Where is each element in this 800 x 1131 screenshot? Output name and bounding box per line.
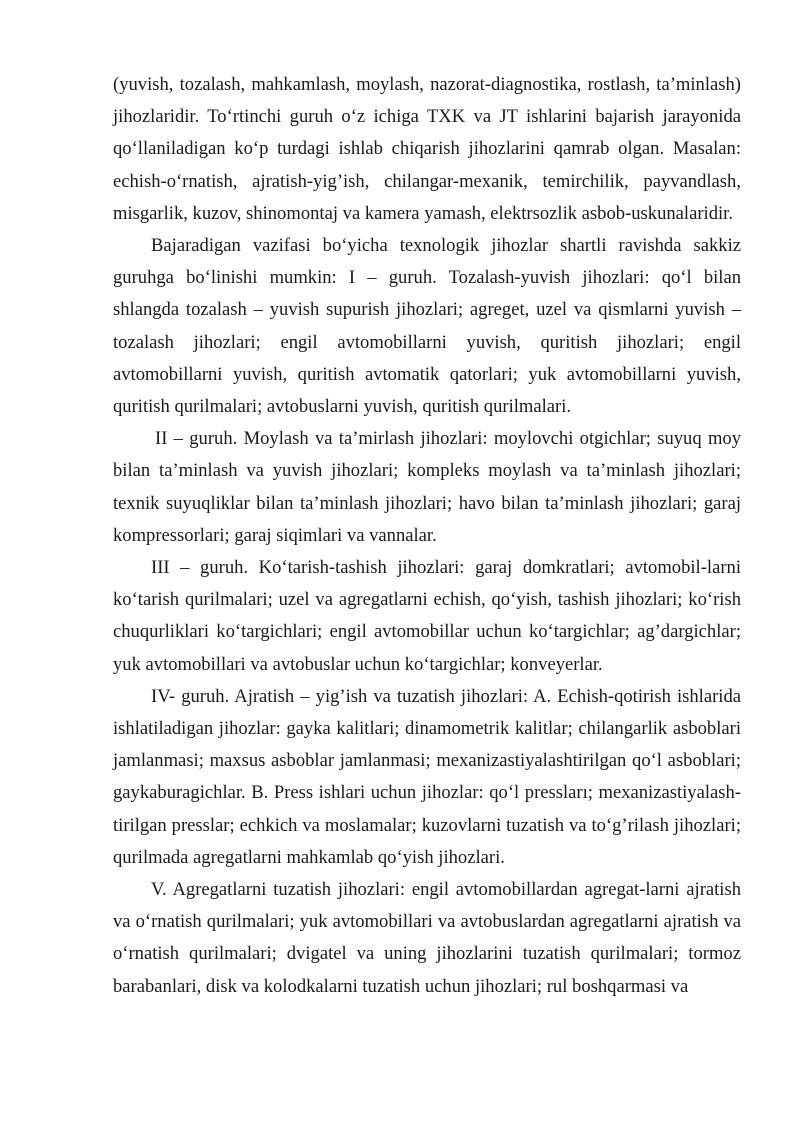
paragraph-continuation: (yuvish, tozalash, mahkamlash, moylash, nazorat-diagnostika, rostlash, ta’minlash) jihozlaridir. To‘rtinchi guruh o‘z ichiga TXK va JT ishlarini bajarish jarayonida qo‘llaniladigan ko‘p turdagi ishlab chiqarish jihozlarini qamrab olgan. Masalan: echish-o‘rnatish, ajratish-yig’ish, chilangar-mexanik, temirchilik, payvandlash, misgarlik, kuzov, shinomontaj va kamera yamash, elektrsozlik asbob-uskunalaridir. [113, 74, 741, 224]
document-page [113, 69, 741, 1003]
paragraph-group-4: IV- guruh. Ajratish – yig’ish va tuzatish jihozlari: A. Echish-qotirish ishlarida ishlatiladigan jihozlar: gayka kalitlari; dinamometrik kalitlar; chilangarlik asboblari jamlanmasi; maxsus asboblar jamlanmasi; mexanizastiyalashtirilgan qo‘l asboblari; gaykaburagichlar. B. Press ishlari uchun jihozlar: qo‘l pressları; mexanizastiyalash-tirilgan presslar; echkich va moslamalar; kuzovlarni tuzatish va to‘g’rilash jihozlari; qurilmada agregatlarni mahkamlab qo‘yish jihozlari. [113, 685, 741, 868]
paragraph-classification-intro: Bajaradigan vazifasi bo‘yicha texnologik jihozlar shartli ravishda sakkiz guruhga bo‘linishi mumkin: I – guruh. Tozalash-yuvish jihozlari: qo‘l bilan shlangda tozalash – yuvish supurish jihozlari; agreget, uzel va qismlarni yuvish – tozalash jihozlari; engil avtomobillarni yuvish, quritish jihozlari; engil avtomobillarni yuvish, quritish avtomatik qatorlari; yuk avtomobillarni yuvish, quritish qurilmalari; avtobuslarni yuvish, quritish qurilmalari. [113, 235, 741, 418]
paragraph-group-3: III – guruh. Ko‘tarish-tashish jihozlari: garaj domkratlari; avtomobil-larni ko‘tarish qurilmalari; uzel va agregatlarni echish, qo‘yish, tashish jihozlari; ko‘rish chuqurliklari ko‘targichlari; engil avtomobillar uchun ko‘targichlar; ag’dargichlar; yuk avtomobillari va avtobuslar uchun ko‘targichlar; konveyerlar. [113, 557, 741, 675]
paragraph-group-5: V. Agregatlarni tuzatish jihozlari: engil avtomobillardan agregat-larni ajratish va o‘rnatish qurilmalari; yuk avtomobillari va avtobuslardan agregatlarni ajratish va o‘rnatish qurilmalari; dvigatel va uning jihozlarini tuzatish qurilmalari; tormoz barabanlari, disk va kolodkalarni tuzatish uchun jihozlari; rul boshqarmasi va [113, 879, 741, 997]
paragraph-group-2: II – guruh. Moylash va ta’mirlash jihozlari: moylovchi otgichlar; suyuq moy bilan ta’minlash va yuvish jihozlari; kompleks moylash va ta’minlash jihozlari; texnik suyuqliklar bilan ta’minlash jihozlari; havo bilan ta’minlash jihozlari; garaj kompressorlari; garaj siqimlari va vannalar. [113, 428, 741, 546]
